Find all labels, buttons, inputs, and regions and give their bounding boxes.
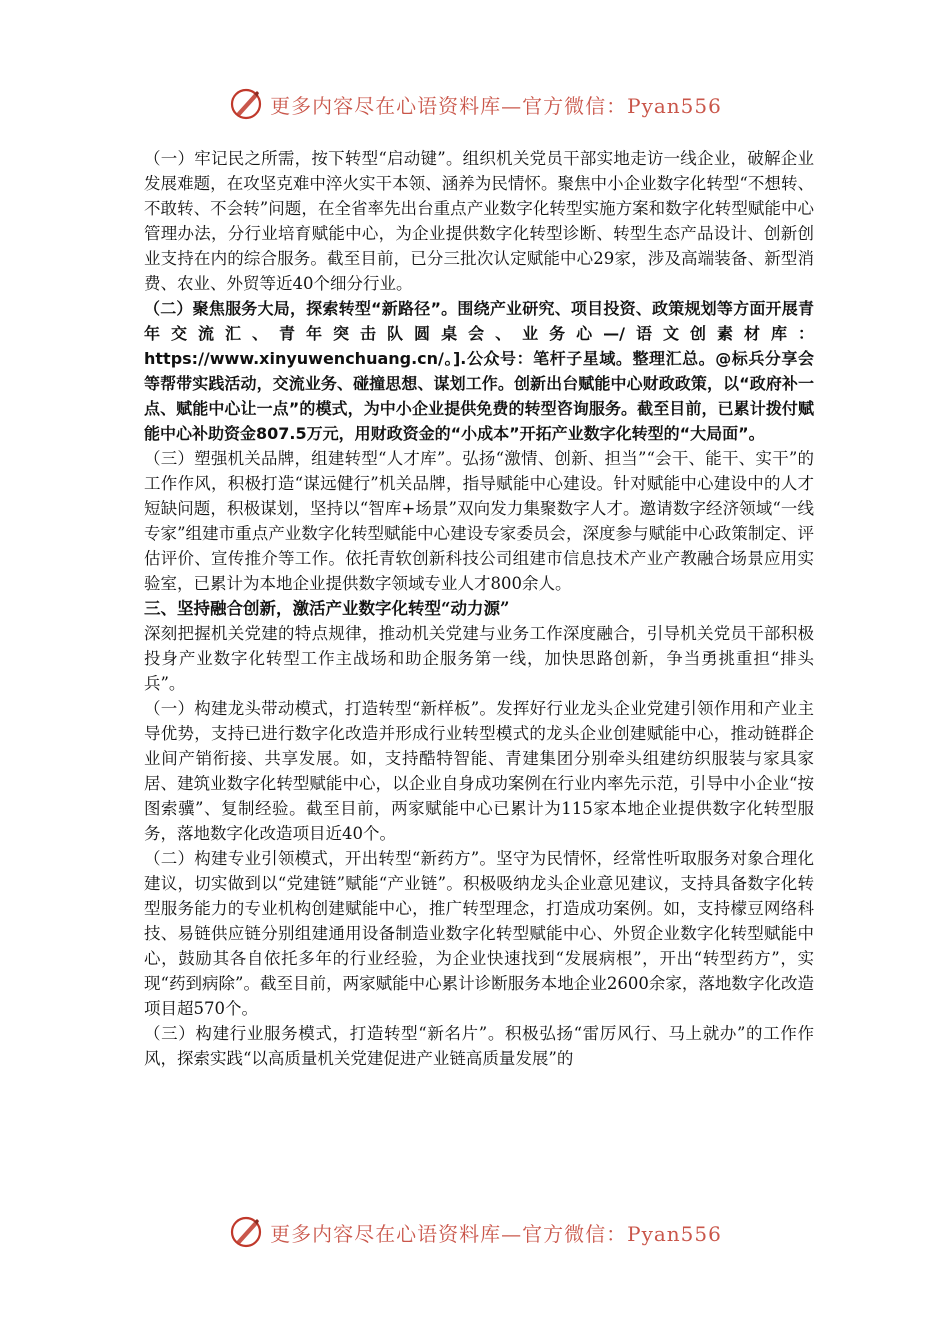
paragraph-2: （二）聚焦服务大局，探索转型“新路径”。围绕产业研究、项目投资、政策规划等方面开展青年交流汇、青年突击队圆桌会、业务心—/语文创素材库：https://www.xinyuwenchuang.cn/。].公众号：笔杆子星域。整理汇总。@标兵分享会等帮带实践活动，交流业务、碰撞思想、谋划工作。创新出台赋能中心财政政策，以“政府补一点、赋能中心让一点”的模式，为中小企业提供免费的转型咨询服务。截至目前，已累计拨付赋能中心补助资金807.5万元，用财政资金的“小成本”开拓产业数字化转型的“大局面”。 [144, 299, 814, 443]
watermark-banner-bottom [0, 1212, 950, 1252]
paragraph-3: （三）塑强机关品牌，组建转型“人才库”。弘扬“激情、创新、担当”“会干、能干、实干”的工作作风，积极打造“谋远健行”机关品牌，指导赋能中心建设。针对赋能中心建设中的人才短缺问题，积极谋划，坚持以“智库+场景”双向发力集聚数字人才。邀请数字经济领域“一线专家”组建市重点产业数字化转型赋能中心建设专家委员会，深度参与赋能中心政策制定、评估评价、宣传推介等工作。依托青软创新科技公司组建市信息技术产业产教融合场景应用实验室，已累计为本地企业提供数字领域专业人才800余人。 [144, 449, 814, 593]
section-heading: 三、坚持融合创新，激活产业数字化转型“动力源” [144, 599, 510, 618]
paragraph-7: （三）构建行业服务模式，打造转型“新名片”。积极弘扬“雷厉风行、马上就办”的工作作风，探索实践“以高质量机关党建促进产业链高质量发展”的 [144, 1024, 814, 1068]
paragraph-1: （一）牢记民之所需，按下转型“启动键”。组织机关党员干部实地走访一线企业，破解企业发展难题，在攻坚克难中淬火实干本领、涵养为民情怀。聚焦中小企业数字化转型“不想转、不敢转、不会转”问题，在全省率先出台重点产业数字化转型实施方案和数字化转型赋能中心管理办法，分行业培育赋能中心，为企业提供数字化转型诊断、转型生态产品设计、创新创业支持在内的综合服务。截至目前，已分三批次认定赋能中心29家，涉及高端装备、新型消费、农业、外贸等近40个细分行业。 [144, 149, 814, 293]
paragraph-4: 深刻把握机关党建的特点规律，推动机关党建与业务工作深度融合，引导机关党员干部积极投身产业数字化转型工作主战场和助企服务第一线，加快思路创新，争当勇挑重担“排头兵”。 [144, 624, 814, 693]
paragraph-6: （二）构建专业引领模式，开出转型“新药方”。坚守为民情怀，经常性听取服务对象合理化建议，切实做到以“党建链”赋能“产业链”。积极吸纳龙头企业意见建议，支持具备数字化转型服务能力的专业机构创建赋能中心，推广转型理念，打造成功案例。如，支持檬豆网络科技、易链供应链分别组建通用设备制造业数字化转型赋能中心、外贸企业数字化转型赋能中心，鼓励其各自依托多年的行业经验，为企业快速找到“发展病根”，开出“转型药方”，实现“药到病除”。截至目前，两家赋能中心累计诊断服务本地企业2600余家，落地数字化改造项目超570个。 [144, 849, 814, 1018]
watermark-banner-top [0, 84, 950, 124]
pen-logo-icon [228, 1214, 264, 1250]
watermark-text: 更多内容尽在心语资料库—官方微信：Pyan556 [270, 93, 722, 118]
paragraph-5: （一）构建龙头带动模式，打造转型“新样板”。发挥好行业龙头企业党建引领作用和产业主导优势，支持已进行数字化改造并形成行业转型模式的龙头企业创建赋能中心，推动链群企业间产销衔接、共享发展。如，支持酷特智能、青建集团分别牵头组建纺织服装与家具家居、建筑业数字化转型赋能中心，以企业自身成功案例在行业内率先示范，引导中小企业“按图索骥”、复制经验。截至目前，两家赋能中心已累计为115家本地企业提供数字化转型服务，落地数字化改造项目近40个。 [144, 699, 814, 843]
watermark-text: 更多内容尽在心语资料库—官方微信：Pyan556 [270, 1221, 722, 1246]
pen-logo-icon [228, 86, 264, 122]
document-body [144, 146, 814, 1196]
